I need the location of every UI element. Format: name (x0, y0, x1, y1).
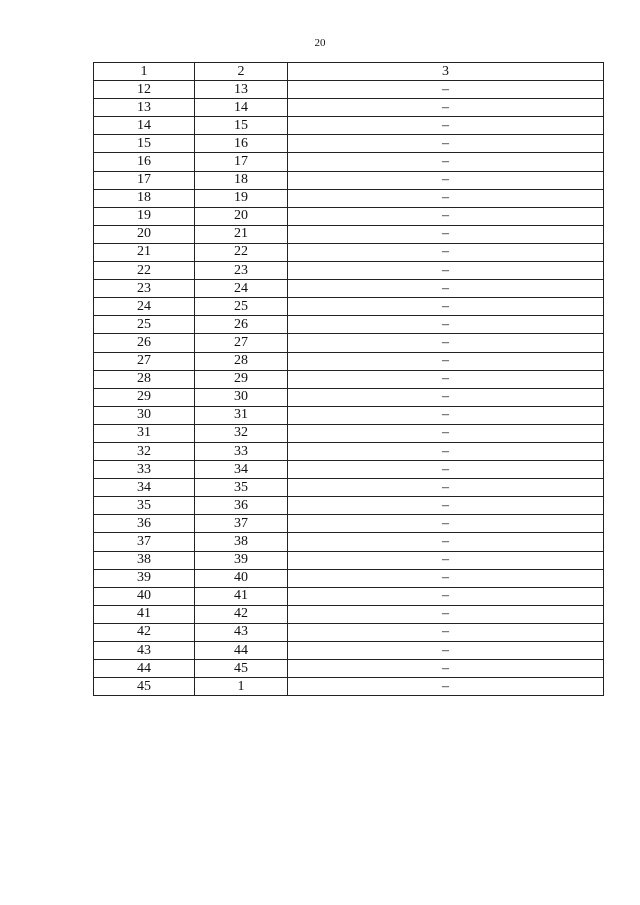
table-cell-col1: 19 (94, 207, 195, 225)
table-cell-col1: 20 (94, 225, 195, 243)
table-cell-col3: – (288, 515, 604, 533)
table-cell-col2: 33 (195, 442, 288, 460)
table-cell-col1: 39 (94, 569, 195, 587)
page-number: 20 (314, 37, 326, 49)
table-cell-col1: 40 (94, 587, 195, 605)
table-cell-col1: 23 (94, 280, 195, 298)
table-row (94, 352, 604, 370)
table-cell-col2: 21 (195, 225, 288, 243)
table-row (94, 497, 604, 515)
table-cell-col2: 43 (195, 623, 288, 641)
table-cell-col3: – (288, 424, 604, 442)
table-row (94, 243, 604, 261)
table-cell-col3: – (288, 280, 604, 298)
table-cell-col3: – (288, 406, 604, 424)
table-row (94, 642, 604, 660)
column-header-1: 1 (94, 63, 195, 81)
table-cell-col2: 24 (195, 280, 288, 298)
table-row (94, 189, 604, 207)
table-cell-col2: 29 (195, 370, 288, 388)
table-cell-col1: 12 (94, 81, 195, 99)
table-row (94, 153, 604, 171)
table-cell-col3: – (288, 225, 604, 243)
table-cell-col3: – (288, 135, 604, 153)
table-cell-col1: 29 (94, 388, 195, 406)
table-cell-col1: 32 (94, 442, 195, 460)
table-row (94, 569, 604, 587)
table-cell-col3: – (288, 497, 604, 515)
table-row (94, 623, 604, 641)
table-cell-col1: 14 (94, 117, 195, 135)
table-row (94, 587, 604, 605)
table-cell-col2: 41 (195, 587, 288, 605)
table-cell-col1: 37 (94, 533, 195, 551)
table-cell-col3: – (288, 442, 604, 460)
table-cell-col3: – (288, 551, 604, 569)
table-row (94, 298, 604, 316)
table-cell-col1: 43 (94, 642, 195, 660)
table-cell-col2: 31 (195, 406, 288, 424)
table-cell-col3: – (288, 99, 604, 117)
table-cell-col2: 25 (195, 298, 288, 316)
table-cell-col3: – (288, 569, 604, 587)
table-cell-col3: – (288, 479, 604, 497)
table-row (94, 406, 604, 424)
table-cell-col2: 42 (195, 605, 288, 623)
table-cell-col2: 36 (195, 497, 288, 515)
table-cell-col3: – (288, 678, 604, 696)
table-cell-col3: – (288, 243, 604, 261)
table-row (94, 171, 604, 189)
table-cell-col1: 28 (94, 370, 195, 388)
table-cell-col2: 1 (195, 678, 288, 696)
table-row (94, 316, 604, 334)
table-cell-col2: 23 (195, 262, 288, 280)
table-row (94, 370, 604, 388)
table-cell-col2: 37 (195, 515, 288, 533)
table-cell-col1: 16 (94, 153, 195, 171)
table-cell-col2: 45 (195, 660, 288, 678)
table-cell-col2: 22 (195, 243, 288, 261)
table-row (94, 99, 604, 117)
table-cell-col1: 21 (94, 243, 195, 261)
table-cell-col3: – (288, 189, 604, 207)
table-row (94, 424, 604, 442)
table-cell-col3: – (288, 605, 604, 623)
table-cell-col3: – (288, 660, 604, 678)
table-row (94, 135, 604, 153)
table-row (94, 262, 604, 280)
table-cell-col3: – (288, 153, 604, 171)
table-cell-col3: – (288, 171, 604, 189)
table-cell-col1: 31 (94, 424, 195, 442)
table-cell-col3: – (288, 207, 604, 225)
table-cell-col1: 38 (94, 551, 195, 569)
table-cell-col1: 30 (94, 406, 195, 424)
table-cell-col3: – (288, 316, 604, 334)
table-cell-col2: 17 (195, 153, 288, 171)
table-cell-col2: 44 (195, 642, 288, 660)
table-row (94, 388, 604, 406)
table-cell-col1: 35 (94, 497, 195, 515)
table-cell-col3: – (288, 298, 604, 316)
table-row (94, 334, 604, 352)
table-row (94, 551, 604, 569)
table-cell-col2: 20 (195, 207, 288, 225)
table-cell-col3: – (288, 642, 604, 660)
table-row (94, 605, 604, 623)
table-cell-col2: 40 (195, 569, 288, 587)
header-row (94, 63, 604, 81)
table-cell-col1: 42 (94, 623, 195, 641)
table-cell-col1: 41 (94, 605, 195, 623)
table-row (94, 515, 604, 533)
table-cell-col2: 16 (195, 135, 288, 153)
table-cell-col3: – (288, 587, 604, 605)
table-cell-col1: 36 (94, 515, 195, 533)
table-cell-col3: – (288, 388, 604, 406)
table-cell-col3: – (288, 461, 604, 479)
table-cell-col2: 26 (195, 316, 288, 334)
table-cell-col2: 15 (195, 117, 288, 135)
table-cell-col1: 33 (94, 461, 195, 479)
table-row (94, 533, 604, 551)
table-body (94, 81, 604, 696)
table-cell-col1: 34 (94, 479, 195, 497)
table-cell-col1: 24 (94, 298, 195, 316)
table-cell-col2: 35 (195, 479, 288, 497)
table-cell-col3: – (288, 262, 604, 280)
table-cell-col3: – (288, 81, 604, 99)
table-row (94, 225, 604, 243)
table-row (94, 442, 604, 460)
table-cell-col3: – (288, 334, 604, 352)
table-cell-col1: 45 (94, 678, 195, 696)
table-cell-col1: 44 (94, 660, 195, 678)
table-row (94, 479, 604, 497)
table-cell-col1: 15 (94, 135, 195, 153)
column-header-3: 3 (288, 63, 604, 81)
table-row (94, 461, 604, 479)
table-cell-col1: 13 (94, 99, 195, 117)
table-cell-col1: 22 (94, 262, 195, 280)
table-cell-col2: 28 (195, 352, 288, 370)
table-row (94, 81, 604, 99)
table-cell-col3: – (288, 370, 604, 388)
table-cell-col2: 19 (195, 189, 288, 207)
table-cell-col2: 30 (195, 388, 288, 406)
table-cell-col3: – (288, 117, 604, 135)
table-cell-col2: 14 (195, 99, 288, 117)
table-row (94, 280, 604, 298)
table-cell-col1: 27 (94, 352, 195, 370)
table-cell-col1: 25 (94, 316, 195, 334)
table-cell-col2: 38 (195, 533, 288, 551)
table-cell-col3: – (288, 533, 604, 551)
column-header-2: 2 (195, 63, 288, 81)
table-cell-col2: 18 (195, 171, 288, 189)
table-cell-col2: 39 (195, 551, 288, 569)
data-table (93, 62, 604, 696)
table-cell-col3: – (288, 623, 604, 641)
table-cell-col2: 34 (195, 461, 288, 479)
table-row (94, 678, 604, 696)
table-row (94, 660, 604, 678)
table-header (94, 63, 604, 81)
table-row (94, 207, 604, 225)
table-cell-col1: 18 (94, 189, 195, 207)
table-cell-col2: 32 (195, 424, 288, 442)
table-cell-col3: – (288, 352, 604, 370)
table-cell-col2: 13 (195, 81, 288, 99)
table-row (94, 117, 604, 135)
table-cell-col1: 26 (94, 334, 195, 352)
table-cell-col2: 27 (195, 334, 288, 352)
table-cell-col1: 17 (94, 171, 195, 189)
